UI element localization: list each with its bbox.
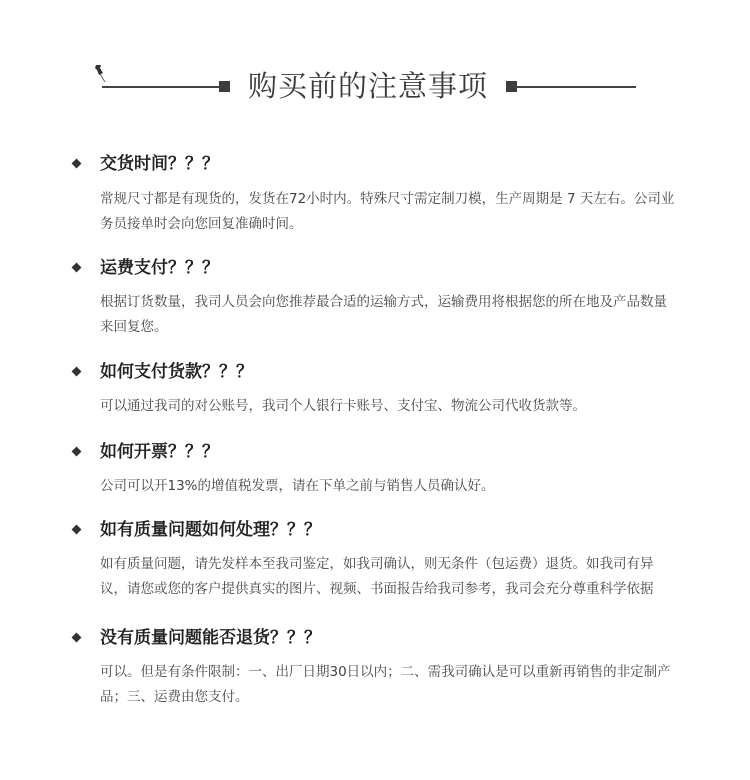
pushpin-icon bbox=[94, 64, 108, 84]
faq-question: 如何支付货款？？？ bbox=[100, 362, 253, 382]
faq-item bbox=[0, 517, 750, 597]
faq-item bbox=[0, 359, 750, 414]
divider-line-left bbox=[102, 86, 220, 88]
faq-answer: 如有质量问题，请先发样本至我司鉴定，如我司确认，则无条件（包运费）退货。如我司有异议，请您或您的客户提供真实的图片、视频、书面报告给我司参考，我司会充分尊重科学依据 bbox=[100, 556, 654, 597]
faq-answer: 可以。但是有条件限制：一、出厂日期30日以内；二、需我司确认是可以重新再销售的非定制产品；三、运费由您支付。 bbox=[100, 664, 671, 705]
diamond-bullet-icon bbox=[72, 367, 82, 377]
page-title: 购买前的注意事项 bbox=[247, 69, 488, 103]
faq-answer: 可以通过我司的对公账号，我司个人银行卡账号、支付宝、物流公司代收货款等。 bbox=[100, 398, 586, 414]
faq-answer: 公司可以开13%的增值税发票，请在下单之前与销售人员确认好。 bbox=[100, 478, 495, 494]
faq-question: 交货时间？？？ bbox=[100, 154, 219, 174]
faq-answer: 根据订货数量，我司人员会向您推荐最合适的运输方式，运输费用将根据您的所在地及产品数量来回复您。 bbox=[100, 294, 667, 335]
diamond-bullet-icon bbox=[72, 447, 82, 457]
faq-item bbox=[0, 151, 750, 232]
section-header bbox=[0, 0, 750, 120]
faq-question: 如有质量问题如何处理？？？ bbox=[100, 520, 321, 540]
square-ornament-left bbox=[219, 81, 230, 92]
faq-item bbox=[0, 439, 750, 494]
faq-question: 运费支付？？？ bbox=[100, 258, 219, 278]
divider-line-right bbox=[516, 86, 636, 88]
faq-item bbox=[0, 255, 750, 335]
diamond-bullet-icon bbox=[72, 633, 82, 643]
faq-item bbox=[0, 625, 750, 705]
diamond-bullet-icon bbox=[72, 263, 82, 273]
faq-question: 如何开票？？？ bbox=[100, 442, 219, 462]
diamond-bullet-icon bbox=[72, 159, 82, 169]
faq-question: 没有质量问题能否退货？？？ bbox=[100, 628, 321, 648]
faq-answer: 常规尺寸都是有现货的，发货在72小时内。特殊尺寸需定制刀模，生产周期是 7 天左右。公司业务员接单时会向您回复准确时间。 bbox=[100, 191, 675, 232]
diamond-bullet-icon bbox=[72, 525, 82, 535]
